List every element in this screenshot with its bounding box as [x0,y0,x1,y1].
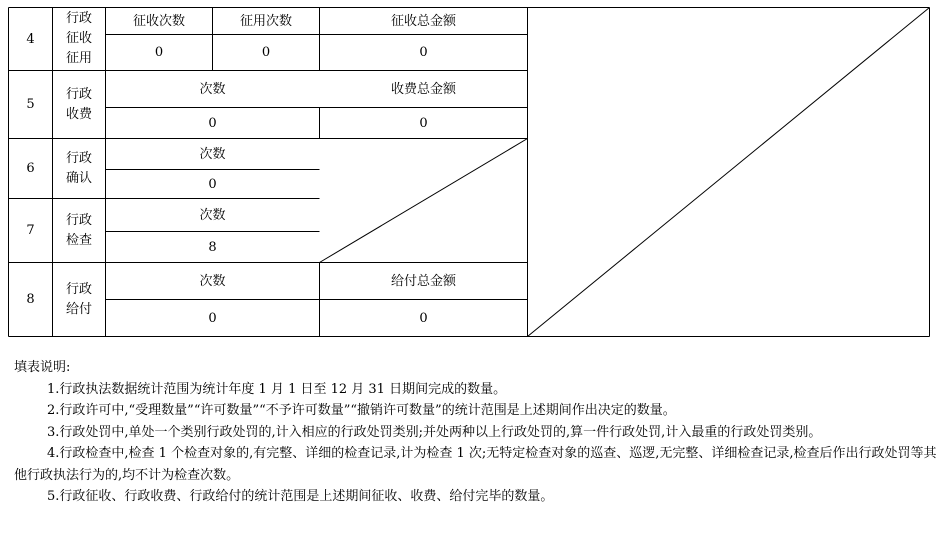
column-header: 次数 [199,273,226,289]
row-number: 5 [26,97,35,112]
column-header: 次数 [199,81,226,97]
cell-value: 0 [419,45,428,60]
row-number: 6 [26,161,35,176]
row-category-label: 行政 确认 [65,150,92,186]
instruction-item: 4.行政检查中,检查 1 个检查对象的,有完整、详细的检查记录,计为检查 1 次;无特定检查对象的巡查、巡逻,无完整、详细检查记录,检查后作出行政处罚等其他行政执法行为的,均不计为检查次数。 [14,446,937,483]
instruction-item: 2.行政许可中,“受理数量”“许可数量”“不予许可数量”“撤销许可数量”的统计范围是上述期间作出决定的数量。 [47,403,676,418]
instructions-title: 填表说明: [14,360,71,375]
column-header: 次数 [199,146,226,162]
row-number: 8 [26,292,35,307]
row-number: 7 [26,223,35,238]
column-header: 收费总金额 [390,81,456,97]
column-header: 次数 [199,207,226,223]
column-header: 给付总金额 [390,273,456,289]
form-instructions [14,357,946,508]
instruction-item: 5.行政征收、行政收费、行政给付的统计范围是上述期间征收、收费、给付完毕的数量。 [47,489,554,504]
diagonal-slash-large [528,8,930,337]
row-category-label: 行政 给付 [65,281,92,317]
column-header: 征收次数 [132,13,185,29]
row-category-label: 行政 检查 [65,212,92,248]
diagonal-slash-small [320,139,528,263]
column-header: 征用次数 [239,13,292,29]
row-category-label: 行政 征收 征用 [65,11,92,66]
cell-value: 0 [208,115,217,131]
cell-value: 0 [208,176,217,192]
cell-value: 0 [208,310,217,326]
column-header: 征收总金额 [390,13,456,29]
cell-value: 8 [208,239,217,255]
row-category-label: 行政 收费 [65,86,92,122]
instruction-item: 1.行政执法数据统计范围为统计年度 1 月 1 日至 12 月 31 日期间完成的数量。 [47,381,507,397]
cell-value: 0 [419,310,428,326]
cell-value: 0 [154,45,164,60]
cell-value: 0 [261,45,271,60]
instruction-item: 3.行政处罚中,单处一个类别行政处罚的,计入相应的行政处罚类别;并处两种以上行政处罚的,算一件行政处罚,计入最重的行政处罚类别。 [47,424,822,440]
row-number: 4 [26,31,35,47]
cell-value: 0 [419,115,428,131]
